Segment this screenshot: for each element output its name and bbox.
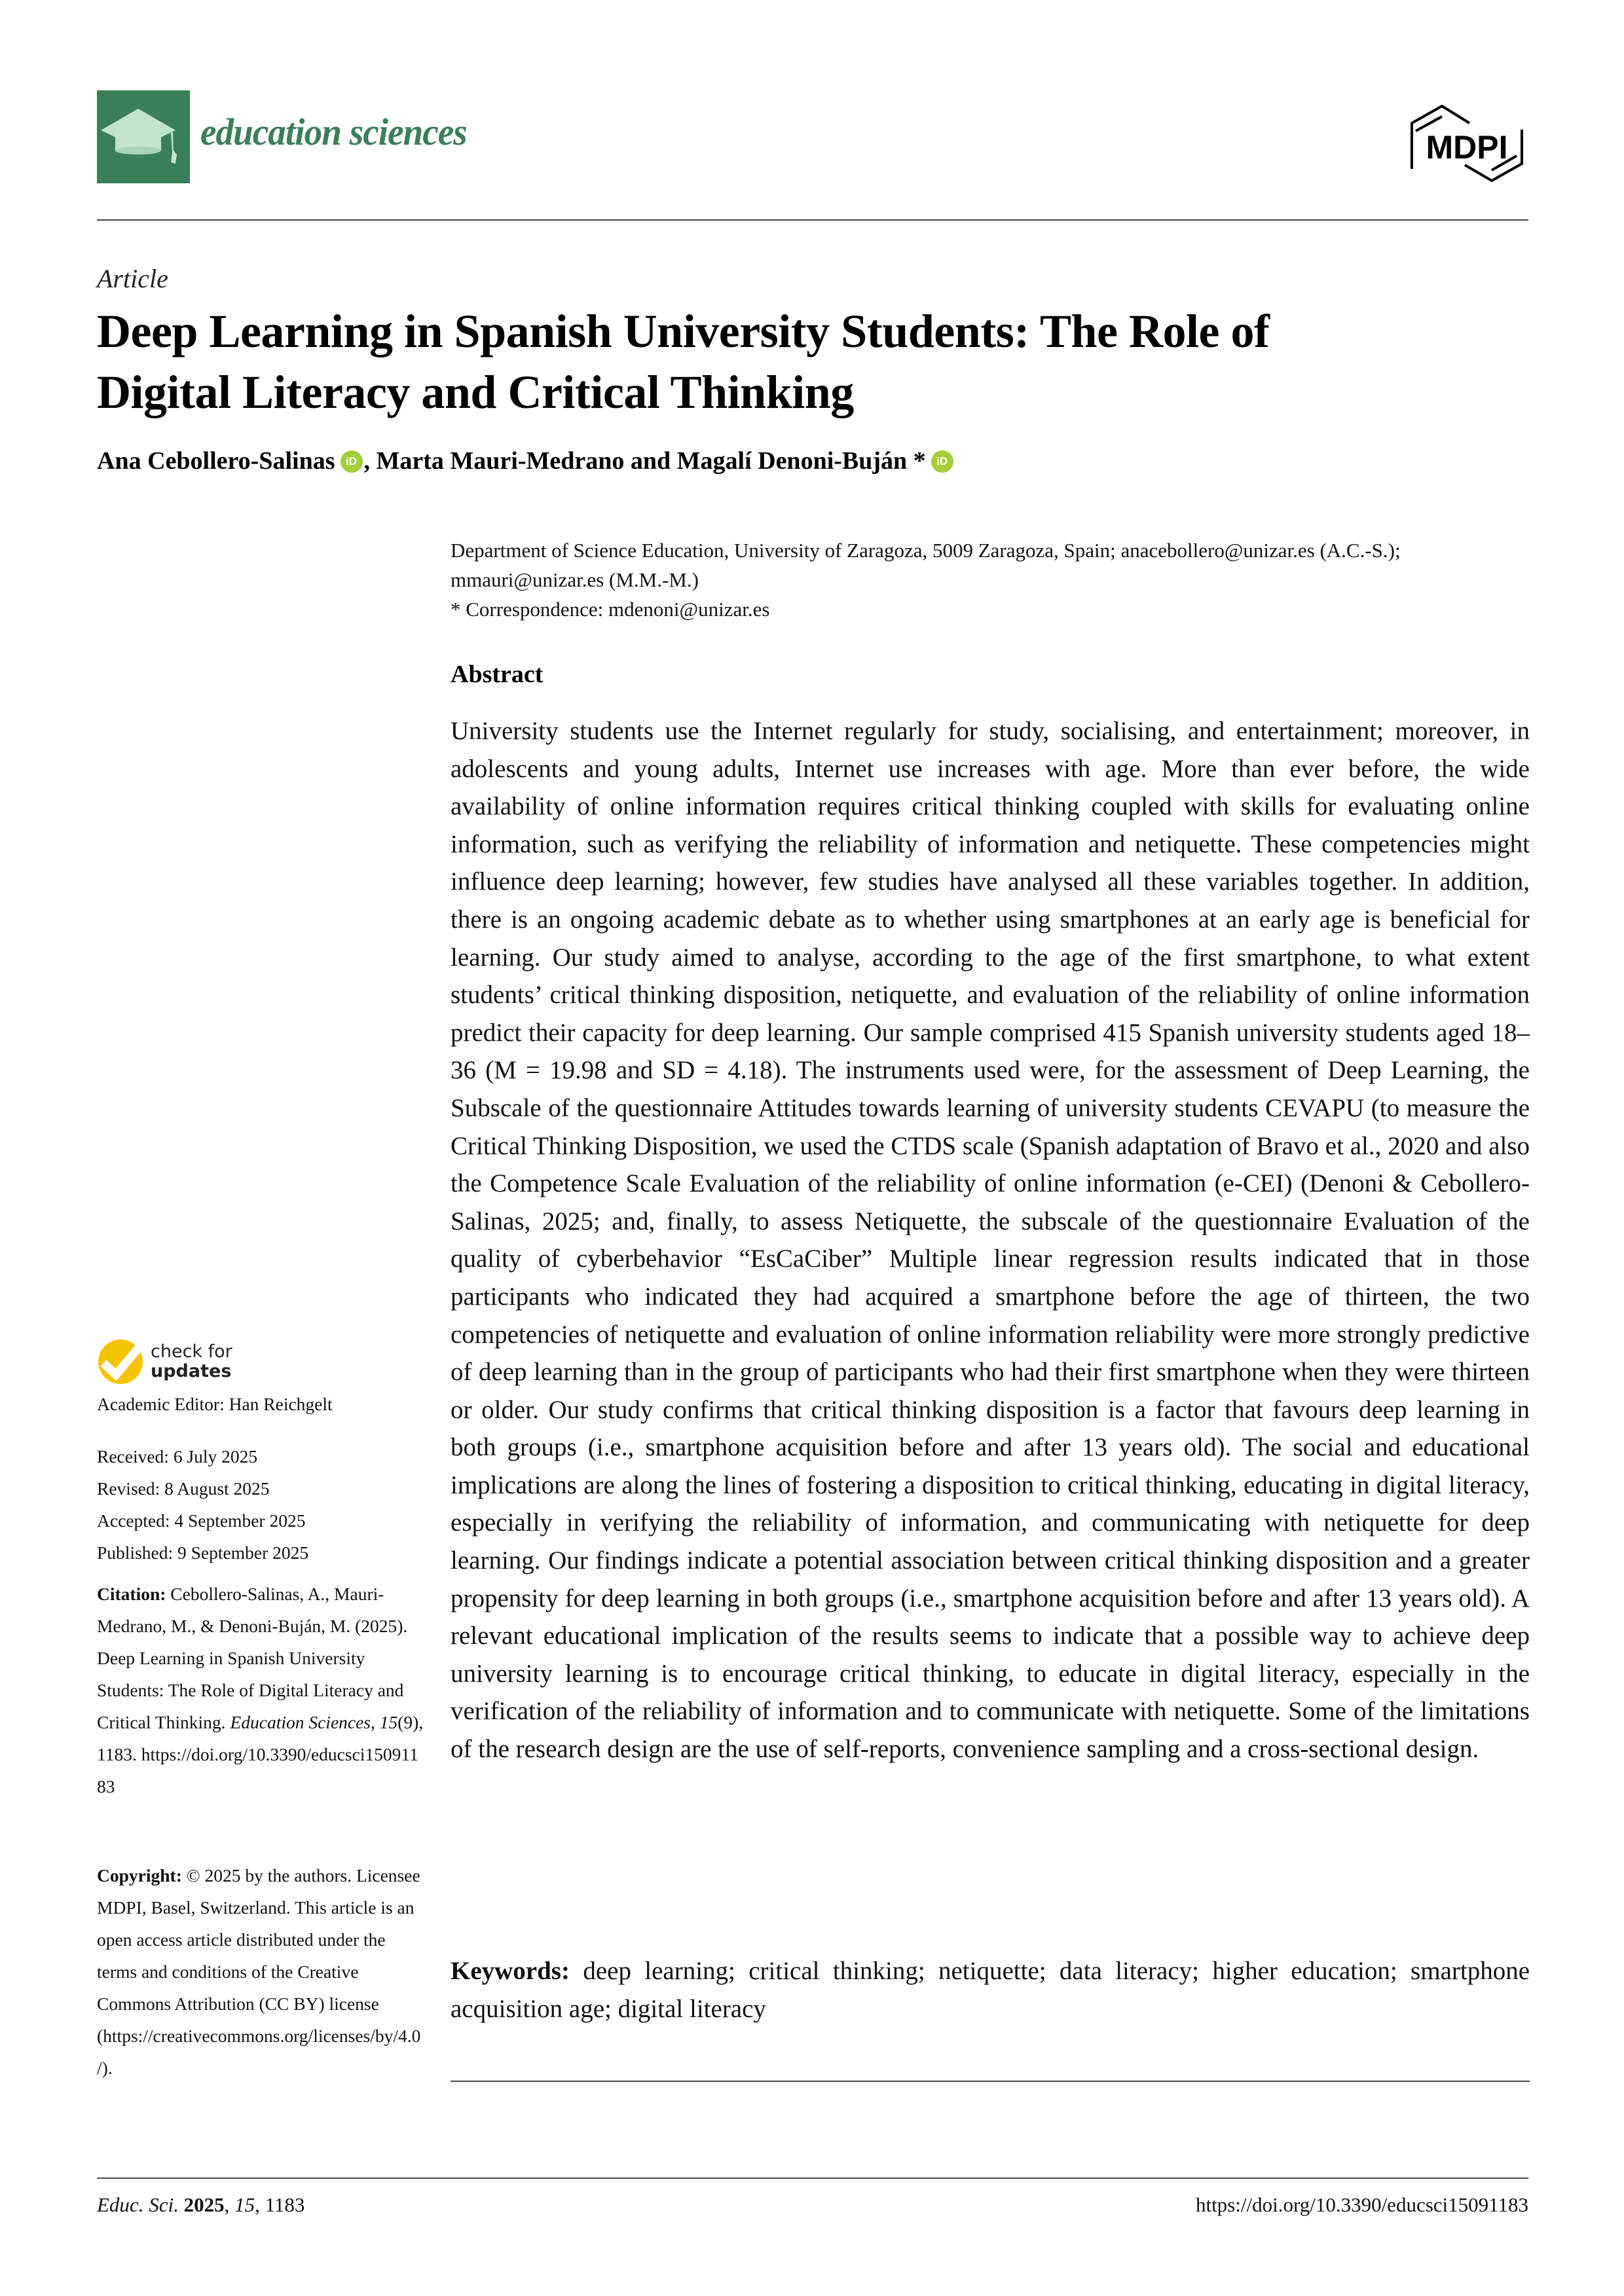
mdpi-hexagon-icon — [1407, 105, 1528, 183]
author-separator: , — [363, 447, 371, 475]
copyright-block — [97, 1859, 424, 2084]
author-name[interactable]: Magalí Denoni-Buján * — [676, 447, 926, 475]
citation-volume: 15 — [379, 1712, 398, 1732]
citation-doi-link[interactable]: https://doi.org/10.3390/educsci15091183 — [97, 1744, 418, 1796]
citation-text: Cebollero-Salinas, A., Mauri-Medrano, M., & Denoni-Buján, M. (2025). Deep Learning in Spanish University Students: The Role of Digital Literacy and Critical Thinking. — [97, 1584, 408, 1732]
footer-journal-reference: Educ. Sci. 2025, 15, 1183 — [97, 2193, 305, 2216]
footer-doi-link[interactable]: https://doi.org/10.3390/educsci15091183 — [1195, 2193, 1528, 2216]
check-updates-line2: updates — [151, 1361, 232, 1381]
footer-journal-abbrev: Educ. Sci. — [97, 2193, 179, 2216]
affiliation-block — [451, 536, 1531, 624]
orcid-icon[interactable]: iD — [931, 450, 953, 473]
check-updates-line1: check for — [151, 1341, 232, 1362]
keywords-label: Keywords: — [451, 1957, 570, 1985]
mdpi-logo-text: MDPI — [1426, 129, 1508, 166]
article-title: Deep Learning in Spanish University Students: The Role of Digital Literacy and Critical Thinking — [97, 305, 1270, 418]
received-date: Received: 6 July 2025 — [97, 1446, 258, 1467]
footer-volume: 15 — [234, 2193, 255, 2216]
header-divider — [97, 219, 1528, 221]
article-type: Article — [97, 264, 168, 293]
citation-issue-pages: (9), 1183. — [97, 1712, 424, 1764]
author-name[interactable]: Marta Mauri-Medrano — [376, 447, 625, 475]
author-separator: and — [624, 447, 671, 475]
author-list — [97, 446, 955, 475]
footer-article-number: , 1183 — [255, 2193, 305, 2216]
author-name[interactable]: Ana Cebollero-Salinas — [97, 447, 335, 475]
copyright-label: Copyright: — [97, 1865, 182, 1886]
revised-date: Revised: 8 August 2025 — [97, 1478, 270, 1499]
check-for-updates-badge[interactable] — [97, 1338, 232, 1385]
affiliation-text: Department of Science Education, University of Zaragoza, 5009 Zaragoza, Spain; anacebollero@unizar.es (A.C.-S.); mmauri@unizar.es (M.M.-M.) — [451, 539, 1401, 591]
citation-block: Citation: Cebollero-Salinas, A., Mauri-Medrano, M., & Denoni-Buján, M. (2025). Deep Learning in Spanish University Students: The Role of Digital Literacy and Critical Thinking. Education Sciences, 15(9), 1183. https://doi.org/10.3390/educsci15091183 — [97, 1584, 424, 1796]
citation-journal: Education Sciences — [230, 1712, 371, 1732]
publication-dates — [97, 1440, 424, 1569]
published-date: Published: 9 September 2025 — [97, 1542, 309, 1563]
citation-label: Citation: — [97, 1584, 166, 1604]
copyright-text: © 2025 by the authors. Licensee MDPI, Basel, Switzerland. This article is an open access article distributed under the terms and conditions of the Creative Commons Attribution (CC BY) license (https://creativecommons.org/licenses/by/4.0/). — [97, 1865, 421, 2078]
academic-editor: Academic Editor: Han Reichgelt — [97, 1394, 333, 1414]
accepted-date: Accepted: 4 September 2025 — [97, 1510, 306, 1531]
abstract-heading: Abstract — [451, 661, 544, 688]
abstract-divider — [451, 2081, 1530, 2082]
orcid-icon[interactable]: iD — [341, 450, 363, 473]
footer-year: 2025 — [183, 2193, 225, 2216]
checkmark-icon — [97, 1338, 144, 1385]
journal-logo — [97, 90, 190, 183]
mdpi-logo — [1407, 105, 1528, 183]
footer-divider — [97, 2178, 1528, 2179]
keywords-text: deep learning; critical thinking; netiquette; data literacy; higher education; smartphone acquisition age; digital literacy — [451, 1957, 1530, 2023]
journal-name: education sciences — [200, 111, 467, 153]
abstract-text: University students use the Internet regularly for study, socialising, and entertainment; moreover, in adolescents and young adults, Internet use increases with age. More than ever before, the wide availability of online information requires critical thinking coupled with skills for evaluating online information, such as verifying the reliability of information and netiquette. These competencies might influence deep learning; however, few studies have analysed all these variables together. In addition, there is an ongoing academic debate as to whether using smartphones at an early age is beneficial for learning. Our study aimed to analyse, according to the age of the first smartphone, to what extent students’ critical thinking disposition, netiquette, and evaluation of the reliability of online information predict their capacity for deep learning. Our sample comprised 415 Spanish university students aged 18–36 (M = 19.98 and SD = 4.18). The instruments used were, for the assessment of Deep Learning, the Subscale of the questionnaire Attitudes towards learning of university students CEVAPU (to measure the Critical Thinking Disposition, we used the CTDS scale (Spanish adaptation of Bravo et al., 2020 and also the Competence Scale Evaluation of the reliability of online information (e-CEI) (Denoni & Cebollero-Salinas, 2025; and, finally, to assess Netiquette, the subscale of the questionnaire Evaluation of the quality of cyberbehavior “EsCaCiber” Multiple linear regression results indicated that in those participants who indicated they had acquired a smartphone before the age of thirteen, the two competencies of netiquette and evaluation of online information reliability were more strongly predictive of deep learning than in the group of participants who had their first smartphone when they were thirteen or older. Our study confirms that critical thinking disposition is a factor that favours deep learning in both groups (i.e., smartphone acquisition before and after 13 years old). The social and educational implications are along the lines of fostering a disposition to critical thinking, educating in digital literacy, especially in verifying the reliability of information, and communicating with netiquette for deep learning. Our findings indicate a potential association between critical thinking disposition and a greater propensity for deep learning in both groups (i.e., smartphone acquisition before and after 13 years old). A relevant educational implication of the results seems to indicate that a possible way to achieve deep university learning is to encourage critical thinking, to educate in digital literacy, especially in the verification of the reliability of information and to communicate with netiquette. Some of the limitations of the research design are the use of self-reports, convenience sampling and a cross-sectional design. — [451, 717, 1530, 1764]
graduation-cap-icon — [97, 90, 190, 183]
correspondence-text: * Correspondence: mdenoni@unizar.es — [451, 598, 770, 621]
keywords — [451, 1952, 1530, 2028]
